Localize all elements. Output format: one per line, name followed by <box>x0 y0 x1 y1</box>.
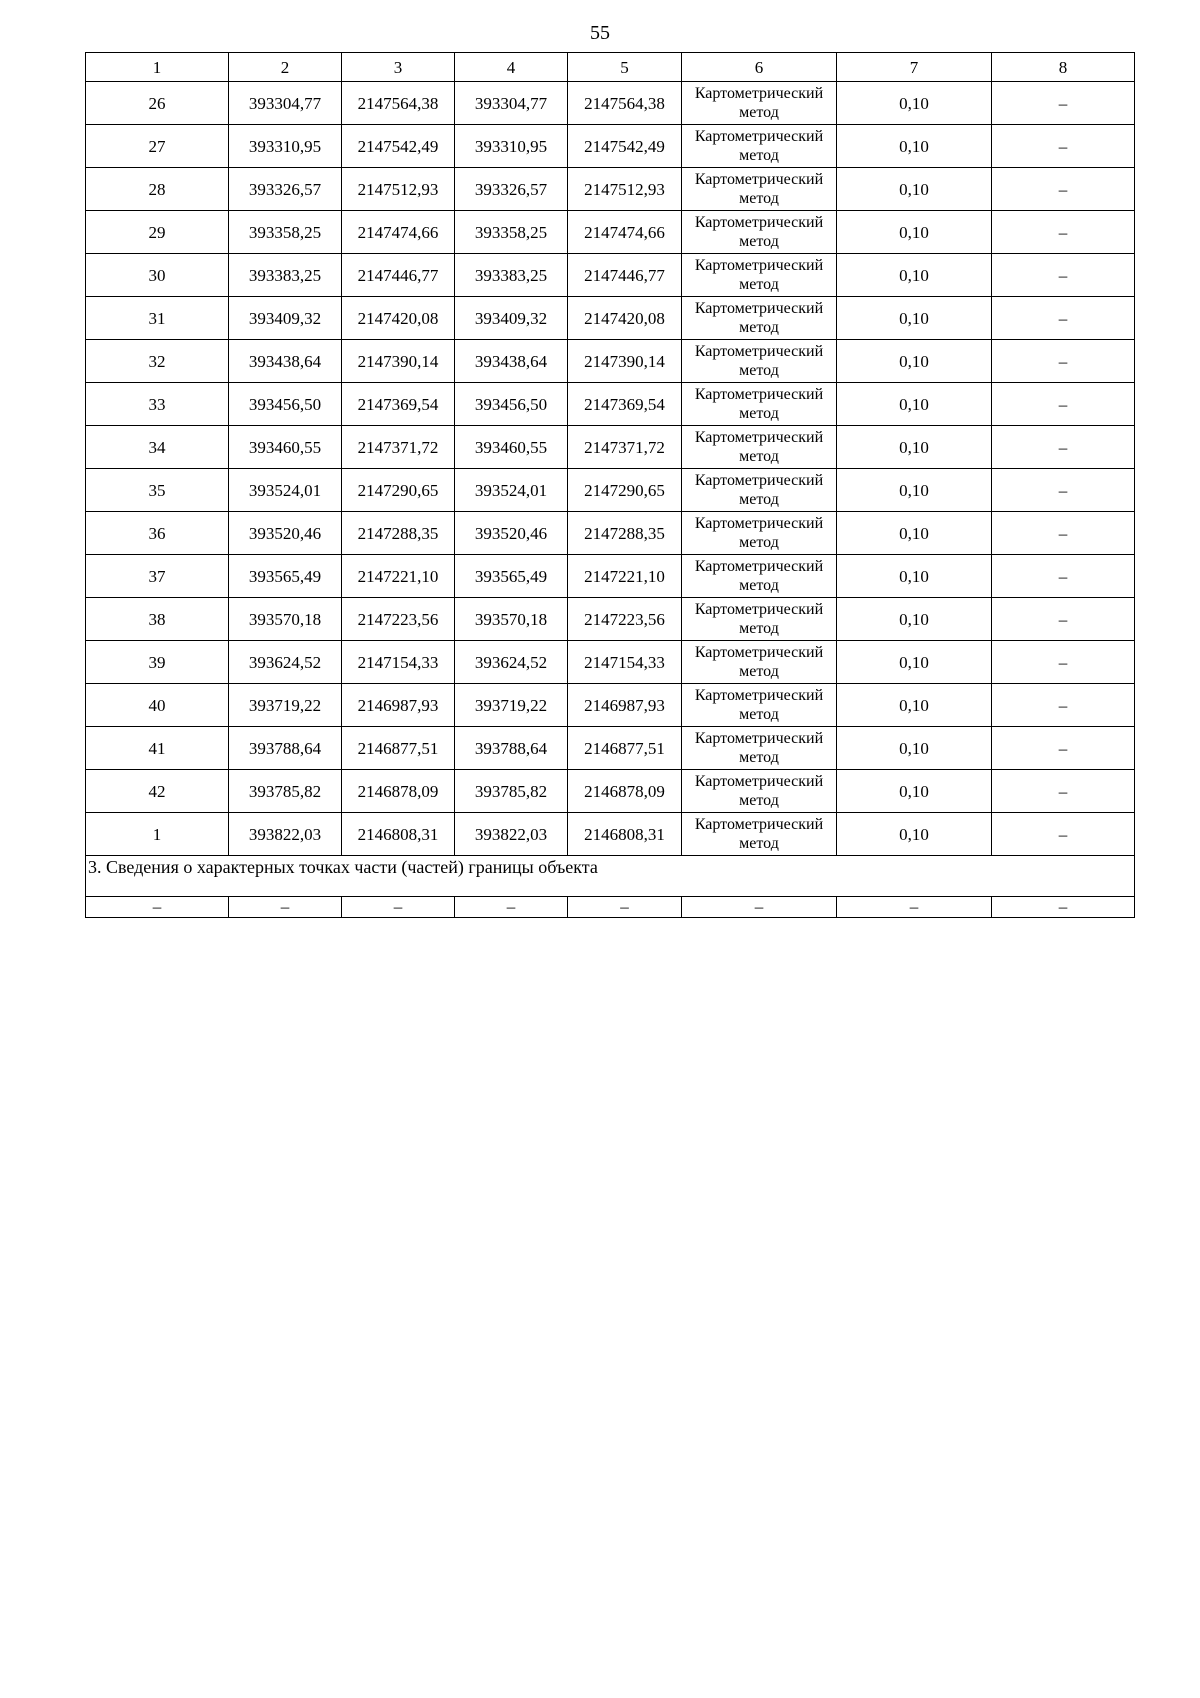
x-coordinate-cell: 393570,18 <box>455 598 568 641</box>
x-coordinate-cell: 393785,82 <box>229 770 342 813</box>
table-row <box>86 469 1135 512</box>
table-body <box>86 53 1135 918</box>
note-cell: – <box>992 383 1135 426</box>
table-row <box>86 383 1135 426</box>
method-text: Картометрический <box>694 214 824 231</box>
y-coordinate-cell: 2146877,51 <box>568 727 682 770</box>
x-coordinate-cell: 393570,18 <box>229 598 342 641</box>
column-header: 4 <box>455 53 568 82</box>
method-text: метод <box>739 104 779 121</box>
method-cell <box>682 383 837 426</box>
accuracy-cell: 0,10 <box>837 512 992 555</box>
column-header: 2 <box>229 53 342 82</box>
method-cell <box>682 82 837 125</box>
note-cell: – <box>992 211 1135 254</box>
y-coordinate-cell: 2147223,56 <box>342 598 455 641</box>
accuracy-cell: 0,10 <box>837 641 992 684</box>
method-text: метод <box>739 233 779 250</box>
accuracy-cell: 0,10 <box>837 469 992 512</box>
accuracy-cell: 0,10 <box>837 383 992 426</box>
method-text: Картометрический <box>694 730 824 747</box>
y-coordinate-cell: 2147542,49 <box>568 125 682 168</box>
y-coordinate-cell: 2146987,93 <box>342 684 455 727</box>
x-coordinate-cell: 393326,57 <box>229 168 342 211</box>
point-number-cell: 33 <box>86 383 229 426</box>
method-text: Картометрический <box>694 687 824 704</box>
x-coordinate-cell: 393719,22 <box>229 684 342 727</box>
x-coordinate-cell: 393438,64 <box>229 340 342 383</box>
method-cell <box>682 426 837 469</box>
x-coordinate-cell: 393624,52 <box>229 641 342 684</box>
column-number-header-row <box>86 53 1135 82</box>
method-text: метод <box>739 147 779 164</box>
point-number-cell: 31 <box>86 297 229 340</box>
method-text: Картометрический <box>694 558 824 575</box>
note-cell: – <box>992 426 1135 469</box>
method-cell <box>682 598 837 641</box>
note-cell: – <box>992 598 1135 641</box>
x-coordinate-cell: 393358,25 <box>229 211 342 254</box>
method-text: метод <box>739 835 779 852</box>
accuracy-cell: 0,10 <box>837 297 992 340</box>
method-cell <box>682 555 837 598</box>
point-number-cell: 37 <box>86 555 229 598</box>
column-header: 3 <box>342 53 455 82</box>
note-cell: – <box>992 512 1135 555</box>
x-coordinate-cell: 393524,01 <box>229 469 342 512</box>
method-cell <box>682 125 837 168</box>
boundary-points-table <box>85 52 1135 918</box>
x-coordinate-cell: 393409,32 <box>229 297 342 340</box>
y-coordinate-cell: 2147474,66 <box>342 211 455 254</box>
y-coordinate-cell: 2147390,14 <box>342 340 455 383</box>
y-coordinate-cell: 2147474,66 <box>568 211 682 254</box>
y-coordinate-cell: 2147371,72 <box>342 426 455 469</box>
method-text: Картометрический <box>694 429 824 446</box>
y-coordinate-cell: 2147542,49 <box>342 125 455 168</box>
x-coordinate-cell: 393822,03 <box>229 813 342 856</box>
point-number-cell: 29 <box>86 211 229 254</box>
point-number-cell: 32 <box>86 340 229 383</box>
method-text: Картометрический <box>694 343 824 360</box>
method-text: метод <box>739 620 779 637</box>
method-text: Картометрический <box>694 386 824 403</box>
x-coordinate-cell: 393409,32 <box>455 297 568 340</box>
method-text: метод <box>739 276 779 293</box>
method-text: метод <box>739 577 779 594</box>
x-coordinate-cell: 393524,01 <box>455 469 568 512</box>
y-coordinate-cell: 2147290,65 <box>342 469 455 512</box>
method-cell <box>682 512 837 555</box>
method-text: метод <box>739 534 779 551</box>
method-cell <box>682 211 837 254</box>
point-number-cell: 40 <box>86 684 229 727</box>
empty-cell: – <box>568 897 682 918</box>
accuracy-cell: 0,10 <box>837 211 992 254</box>
x-coordinate-cell: 393383,25 <box>455 254 568 297</box>
note-cell: – <box>992 469 1135 512</box>
table-row <box>86 555 1135 598</box>
method-text: Картометрический <box>694 601 824 618</box>
x-coordinate-cell: 393788,64 <box>455 727 568 770</box>
y-coordinate-cell: 2147221,10 <box>568 555 682 598</box>
x-coordinate-cell: 393326,57 <box>455 168 568 211</box>
note-cell: – <box>992 727 1135 770</box>
method-text: Картометрический <box>694 816 824 833</box>
note-cell: – <box>992 340 1135 383</box>
empty-cell: – <box>455 897 568 918</box>
column-header: 6 <box>682 53 837 82</box>
y-coordinate-cell: 2147221,10 <box>342 555 455 598</box>
note-cell: – <box>992 555 1135 598</box>
x-coordinate-cell: 393822,03 <box>455 813 568 856</box>
table-row <box>86 727 1135 770</box>
section-3-empty-row <box>86 897 1135 918</box>
y-coordinate-cell: 2146987,93 <box>568 684 682 727</box>
note-cell: – <box>992 168 1135 211</box>
table-row <box>86 641 1135 684</box>
table-row <box>86 813 1135 856</box>
method-text: метод <box>739 663 779 680</box>
note-cell: – <box>992 254 1135 297</box>
column-header: 1 <box>86 53 229 82</box>
accuracy-cell: 0,10 <box>837 813 992 856</box>
page-number: 55 <box>590 22 610 44</box>
y-coordinate-cell: 2147420,08 <box>568 297 682 340</box>
method-cell <box>682 168 837 211</box>
y-coordinate-cell: 2146877,51 <box>342 727 455 770</box>
y-coordinate-cell: 2147512,93 <box>568 168 682 211</box>
y-coordinate-cell: 2147446,77 <box>342 254 455 297</box>
x-coordinate-cell: 393520,46 <box>455 512 568 555</box>
x-coordinate-cell: 393788,64 <box>229 727 342 770</box>
accuracy-cell: 0,10 <box>837 684 992 727</box>
x-coordinate-cell: 393719,22 <box>455 684 568 727</box>
point-number-cell: 36 <box>86 512 229 555</box>
accuracy-cell: 0,10 <box>837 727 992 770</box>
method-cell <box>682 297 837 340</box>
method-text: Картометрический <box>694 644 824 661</box>
y-coordinate-cell: 2147446,77 <box>568 254 682 297</box>
y-coordinate-cell: 2147390,14 <box>568 340 682 383</box>
point-number-cell: 38 <box>86 598 229 641</box>
method-text: Картометрический <box>694 128 824 145</box>
y-coordinate-cell: 2146808,31 <box>342 813 455 856</box>
accuracy-cell: 0,10 <box>837 168 992 211</box>
x-coordinate-cell: 393310,95 <box>229 125 342 168</box>
x-coordinate-cell: 393456,50 <box>229 383 342 426</box>
x-coordinate-cell: 393456,50 <box>455 383 568 426</box>
note-cell: – <box>992 125 1135 168</box>
method-text: метод <box>739 792 779 809</box>
note-cell: – <box>992 297 1135 340</box>
accuracy-cell: 0,10 <box>837 555 992 598</box>
point-number-cell: 42 <box>86 770 229 813</box>
empty-cell: – <box>342 897 455 918</box>
table-row <box>86 254 1135 297</box>
note-cell: – <box>992 813 1135 856</box>
y-coordinate-cell: 2147290,65 <box>568 469 682 512</box>
y-coordinate-cell: 2146878,09 <box>342 770 455 813</box>
accuracy-cell: 0,10 <box>837 340 992 383</box>
y-coordinate-cell: 2147154,33 <box>342 641 455 684</box>
accuracy-cell: 0,10 <box>837 426 992 469</box>
accuracy-cell: 0,10 <box>837 82 992 125</box>
point-number-cell: 28 <box>86 168 229 211</box>
y-coordinate-cell: 2147288,35 <box>568 512 682 555</box>
y-coordinate-cell: 2147371,72 <box>568 426 682 469</box>
table-row <box>86 297 1135 340</box>
note-cell: – <box>992 684 1135 727</box>
method-cell <box>682 770 837 813</box>
x-coordinate-cell: 393785,82 <box>455 770 568 813</box>
y-coordinate-cell: 2147512,93 <box>342 168 455 211</box>
x-coordinate-cell: 393304,77 <box>229 82 342 125</box>
method-text: Картометрический <box>694 257 824 274</box>
method-cell <box>682 254 837 297</box>
column-header: 8 <box>992 53 1135 82</box>
x-coordinate-cell: 393565,49 <box>229 555 342 598</box>
table-row <box>86 684 1135 727</box>
note-cell: – <box>992 82 1135 125</box>
x-coordinate-cell: 393624,52 <box>455 641 568 684</box>
method-text: метод <box>739 190 779 207</box>
method-cell <box>682 340 837 383</box>
empty-cell: – <box>682 897 837 918</box>
point-number-cell: 41 <box>86 727 229 770</box>
method-cell <box>682 641 837 684</box>
accuracy-cell: 0,10 <box>837 598 992 641</box>
point-number-cell: 26 <box>86 82 229 125</box>
point-number-cell: 1 <box>86 813 229 856</box>
method-cell <box>682 727 837 770</box>
point-number-cell: 39 <box>86 641 229 684</box>
method-text: Картометрический <box>694 515 824 532</box>
accuracy-cell: 0,10 <box>837 254 992 297</box>
y-coordinate-cell: 2146878,09 <box>568 770 682 813</box>
x-coordinate-cell: 393304,77 <box>455 82 568 125</box>
empty-cell: – <box>837 897 992 918</box>
y-coordinate-cell: 2147564,38 <box>568 82 682 125</box>
accuracy-cell: 0,10 <box>837 125 992 168</box>
x-coordinate-cell: 393565,49 <box>455 555 568 598</box>
method-text: метод <box>739 491 779 508</box>
x-coordinate-cell: 393520,46 <box>229 512 342 555</box>
x-coordinate-cell: 393383,25 <box>229 254 342 297</box>
section-3-title: 3. Сведения о характерных точках части (частей) границы объекта <box>86 856 1135 897</box>
column-header: 7 <box>837 53 992 82</box>
x-coordinate-cell: 393438,64 <box>455 340 568 383</box>
table-row <box>86 598 1135 641</box>
table-row <box>86 211 1135 254</box>
section-3-heading-row <box>86 856 1135 897</box>
method-text: Картометрический <box>694 472 824 489</box>
method-text: метод <box>739 362 779 379</box>
empty-cell: – <box>229 897 342 918</box>
table-row <box>86 512 1135 555</box>
y-coordinate-cell: 2147288,35 <box>342 512 455 555</box>
table-row <box>86 770 1135 813</box>
column-header: 5 <box>568 53 682 82</box>
y-coordinate-cell: 2147154,33 <box>568 641 682 684</box>
y-coordinate-cell: 2147223,56 <box>568 598 682 641</box>
method-cell <box>682 813 837 856</box>
method-text: Картометрический <box>694 300 824 317</box>
x-coordinate-cell: 393358,25 <box>455 211 568 254</box>
method-text: метод <box>739 749 779 766</box>
point-number-cell: 27 <box>86 125 229 168</box>
note-cell: – <box>992 641 1135 684</box>
y-coordinate-cell: 2147369,54 <box>568 383 682 426</box>
method-text: Картометрический <box>694 773 824 790</box>
table-row <box>86 340 1135 383</box>
method-text: метод <box>739 405 779 422</box>
y-coordinate-cell: 2146808,31 <box>568 813 682 856</box>
method-text: метод <box>739 706 779 723</box>
table-row <box>86 426 1135 469</box>
method-text: Картометрический <box>694 85 824 102</box>
point-number-cell: 30 <box>86 254 229 297</box>
y-coordinate-cell: 2147564,38 <box>342 82 455 125</box>
method-text: метод <box>739 319 779 336</box>
table-row <box>86 125 1135 168</box>
empty-cell: – <box>86 897 229 918</box>
table-row <box>86 82 1135 125</box>
method-cell <box>682 684 837 727</box>
note-cell: – <box>992 770 1135 813</box>
method-cell <box>682 469 837 512</box>
point-number-cell: 34 <box>86 426 229 469</box>
table-row <box>86 168 1135 211</box>
x-coordinate-cell: 393310,95 <box>455 125 568 168</box>
x-coordinate-cell: 393460,55 <box>229 426 342 469</box>
method-text: Картометрический <box>694 171 824 188</box>
y-coordinate-cell: 2147420,08 <box>342 297 455 340</box>
point-number-cell: 35 <box>86 469 229 512</box>
accuracy-cell: 0,10 <box>837 770 992 813</box>
method-text: метод <box>739 448 779 465</box>
empty-cell: – <box>992 897 1135 918</box>
y-coordinate-cell: 2147369,54 <box>342 383 455 426</box>
x-coordinate-cell: 393460,55 <box>455 426 568 469</box>
